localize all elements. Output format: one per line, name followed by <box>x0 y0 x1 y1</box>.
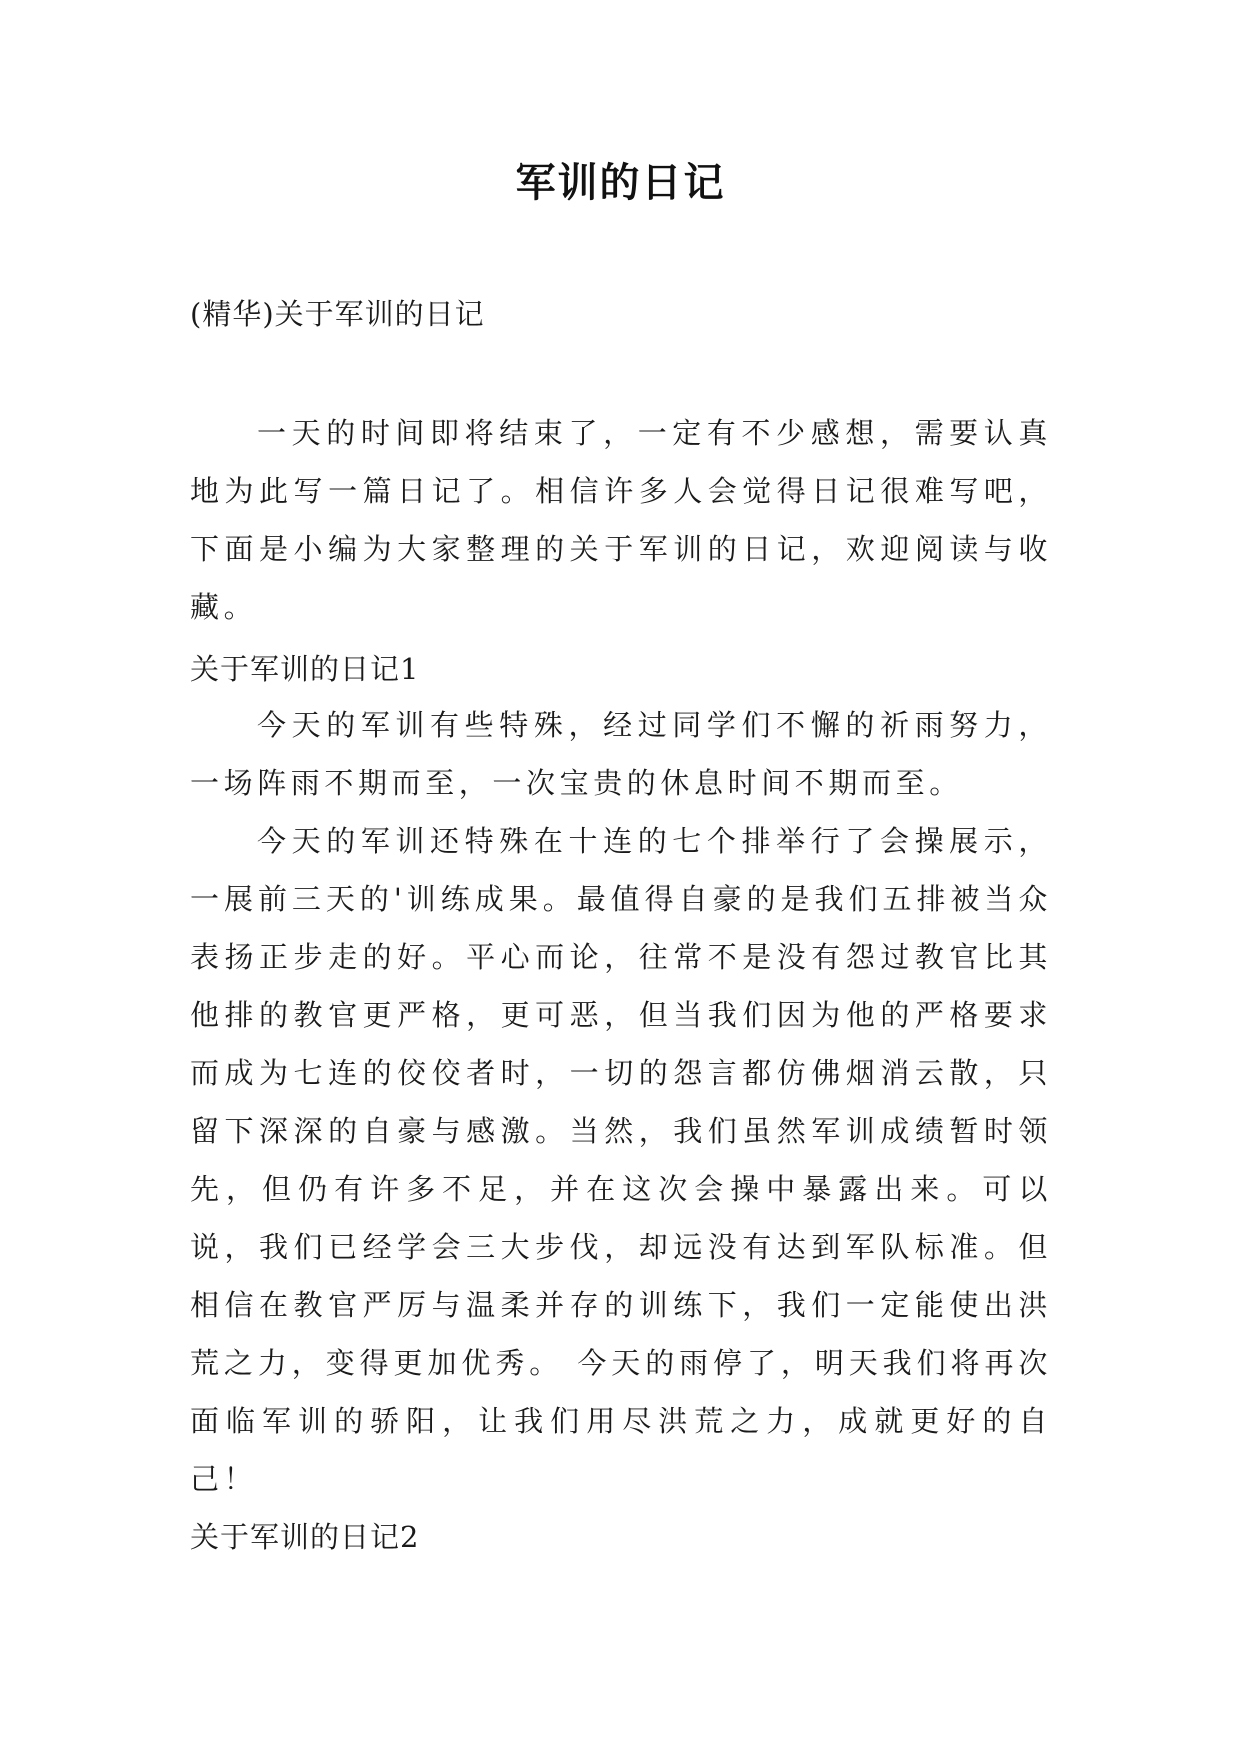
section-heading-1: 关于军训的日记1 <box>190 652 420 686</box>
document-subtitle: (精华)关于军训的日记 <box>190 297 485 331</box>
intro-paragraph: 一天的时间即将结束了，一定有不少感想，需要认真地为此写一篇日记了。相信许多人会觉得日记很难写吧，下面是小编为大家整理的关于军训的日记，欢迎阅读与收藏。 <box>190 416 1052 624</box>
section-1-paragraph-2: 今天的军训还特殊在十连的七个排举行了会操展示，一展前三天的'训练成果。最值得自豪的是我们五排被当众表扬正步走的好。平心而论，往常不是没有怨过教官比其他排的教官更严格，更可恶，但当我们因为他的严格要求而成为七连的佼佼者时，一切的怨言都仿佛烟消云散，只留下深深的自豪与感激。当然，我们虽然军训成绩暂时领先，但仍有许多不足，并在这次会操中暴露出来。可以说，我们已经学会三大步伐，却远没有达到军队标准。但相信在教官严厉与温柔并存的训练下，我们一定能使出洪荒之力，变得更加优秀。 今天的雨停了，明天我们将再次面临军训的骄阳，让我们用尽洪荒之力，成就更好的自己！ <box>190 824 1052 1496</box>
section-heading-2: 关于军训的日记2 <box>190 1520 420 1554</box>
document-title: 军训的日记 <box>515 160 726 206</box>
section-1-paragraph-1: 今天的军训有些特殊，经过同学们不懈的祈雨努力，一场阵雨不期而至，一次宝贵的休息时间不期而至。 <box>190 708 1052 800</box>
